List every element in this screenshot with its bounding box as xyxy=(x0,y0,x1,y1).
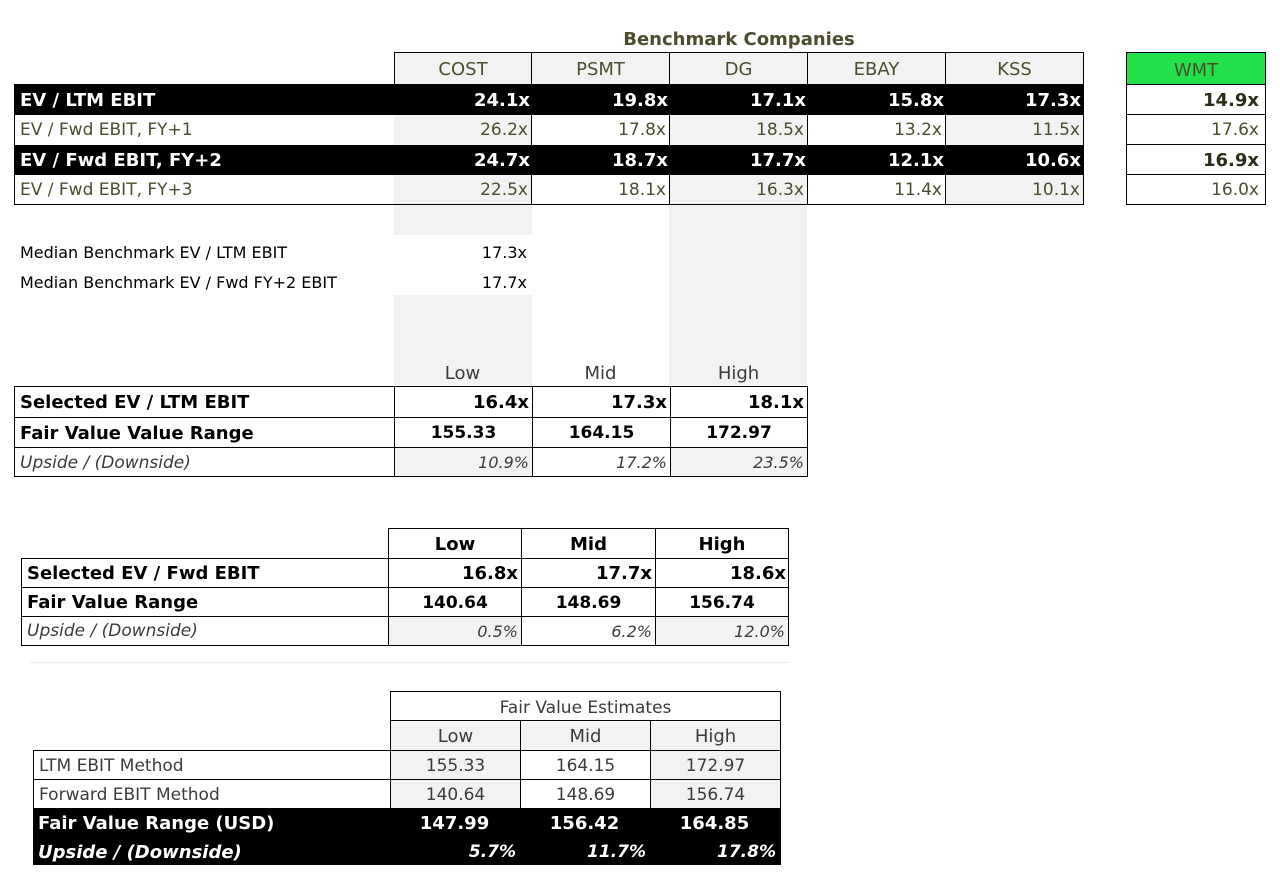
header-psmt: PSMT xyxy=(532,53,670,84)
table-row xyxy=(15,85,1083,115)
value-cell: 17.8% xyxy=(717,842,776,862)
value-cell: 17.7x xyxy=(595,563,652,584)
value-cell: 11.4x xyxy=(808,175,946,204)
value-cell: 172.97 xyxy=(651,751,780,779)
value-cell: 26.2x xyxy=(394,115,532,145)
benchmark-body xyxy=(14,84,1084,205)
row-label: LTM EBIT Method xyxy=(39,756,184,776)
value-cell: 164.15 xyxy=(555,756,616,776)
value-cell: 147.99 xyxy=(419,813,490,834)
value-cell: 19.8x xyxy=(611,90,668,111)
col-header-low: Low xyxy=(391,722,520,750)
value-cell: 10.9% xyxy=(395,448,532,476)
value-cell: 6.2% xyxy=(611,622,652,641)
ltm-body xyxy=(14,386,808,477)
fve-title: Fair Value Estimates xyxy=(391,692,780,721)
col-header-mid: Mid xyxy=(584,363,617,384)
row-label: Fair Value Range (USD) xyxy=(38,813,275,834)
target-value: 16.0x xyxy=(1126,175,1266,205)
fve-header-frame xyxy=(390,691,781,750)
target-value: 17.6x xyxy=(1126,115,1266,145)
row-label: Forward EBIT Method xyxy=(39,785,220,805)
table-row xyxy=(15,115,1083,145)
row-label: Upside / (Downside) xyxy=(38,842,242,863)
median-value: 17.3x xyxy=(481,243,527,262)
value-cell: 17.8x xyxy=(532,115,670,145)
value-cell: 156.74 xyxy=(689,593,755,613)
value-cell: 22.5x xyxy=(394,175,532,204)
value-cell: 17.3x xyxy=(1024,90,1081,111)
median-label: Median Benchmark EV / LTM EBIT xyxy=(20,243,288,262)
value-cell: 0.5% xyxy=(389,617,521,645)
value-cell: 11.7% xyxy=(587,842,646,862)
value-cell: 148.69 xyxy=(555,593,622,613)
value-cell: 10.1x xyxy=(946,175,1083,204)
value-cell: 23.5% xyxy=(671,448,807,476)
divider xyxy=(30,662,790,663)
value-cell: 140.64 xyxy=(391,780,520,809)
value-cell: 16.4x xyxy=(472,392,529,413)
value-cell: 18.1x xyxy=(747,392,804,413)
fve-summary-rows xyxy=(33,808,781,865)
row-label: EV / Fwd EBIT, FY+2 xyxy=(20,150,222,171)
fve-body-frame xyxy=(33,750,781,808)
target-value: 14.9x xyxy=(1126,85,1266,115)
benchmark-title: Benchmark Companies xyxy=(623,29,855,50)
col-header-mid: Mid xyxy=(521,722,650,750)
row-label: Selected EV / LTM EBIT xyxy=(20,392,250,413)
value-cell: 17.3x xyxy=(610,392,667,413)
fwd-frame xyxy=(21,528,789,646)
value-cell: 17.1x xyxy=(749,90,806,111)
value-cell: 155.33 xyxy=(391,751,520,779)
value-cell: 13.2x xyxy=(808,115,946,145)
value-cell: 148.69 xyxy=(555,785,616,805)
col-header-high: High xyxy=(717,363,760,384)
median-value: 17.7x xyxy=(481,273,527,292)
value-cell: 18.6x xyxy=(729,563,786,584)
value-cell: 24.7x xyxy=(473,150,530,171)
header-row xyxy=(394,52,1084,84)
row-label: Selected EV / Fwd EBIT xyxy=(27,563,260,584)
value-cell: 164.15 xyxy=(568,423,635,443)
value-cell: 11.5x xyxy=(946,115,1083,145)
row-label: Fair Value Value Range xyxy=(20,423,254,444)
header-ebay: EBAY xyxy=(808,53,946,84)
table-row xyxy=(15,175,1083,204)
value-cell: 18.7x xyxy=(611,150,668,171)
value-cell: 18.5x xyxy=(670,115,808,145)
header-dg: DG xyxy=(670,53,808,84)
row-label: EV / Fwd EBIT, FY+1 xyxy=(20,120,193,140)
row-label: Fair Value Range xyxy=(27,592,199,613)
value-cell: 156.74 xyxy=(651,780,780,809)
target-value: 16.9x xyxy=(1126,145,1266,175)
value-cell: 17.7x xyxy=(749,150,806,171)
value-cell: 15.8x xyxy=(887,90,944,111)
table-row xyxy=(15,145,1083,175)
value-cell: 172.97 xyxy=(706,423,772,443)
value-cell: 140.64 xyxy=(422,593,488,613)
value-cell: 155.33 xyxy=(430,423,497,443)
median-label: Median Benchmark EV / Fwd FY+2 EBIT xyxy=(20,273,337,292)
value-cell: 10.6x xyxy=(1024,150,1081,171)
col-header-mid: Mid xyxy=(570,534,607,555)
row-label: EV / Fwd EBIT, FY+3 xyxy=(20,180,193,200)
value-cell: 24.1x xyxy=(473,90,530,111)
value-cell: 17.2% xyxy=(616,453,667,472)
row-label: Upside / (Downside) xyxy=(27,621,198,641)
col-header-high: High xyxy=(698,534,746,555)
col-header-low: Low xyxy=(444,363,481,384)
shade-block xyxy=(669,205,807,385)
header-kss: KSS xyxy=(946,53,1083,84)
shade-block xyxy=(394,205,532,235)
value-cell: 12.0% xyxy=(656,617,788,645)
value-cell: 12.1x xyxy=(887,150,944,171)
value-cell: 16.3x xyxy=(670,175,808,204)
value-cell: 164.85 xyxy=(679,813,750,834)
target-column xyxy=(1126,52,1266,205)
value-cell: 156.42 xyxy=(549,813,620,834)
col-header-low: Low xyxy=(434,534,476,555)
value-cell: 16.8x xyxy=(461,563,518,584)
header-wmt: WMT xyxy=(1126,52,1266,85)
header-cost: COST xyxy=(395,53,532,84)
value-cell: 18.1x xyxy=(532,175,670,204)
row-label: Upside / (Downside) xyxy=(20,453,191,473)
col-header-high: High xyxy=(651,722,780,750)
row-label: EV / LTM EBIT xyxy=(20,90,156,111)
value-cell: 5.7% xyxy=(468,842,516,862)
